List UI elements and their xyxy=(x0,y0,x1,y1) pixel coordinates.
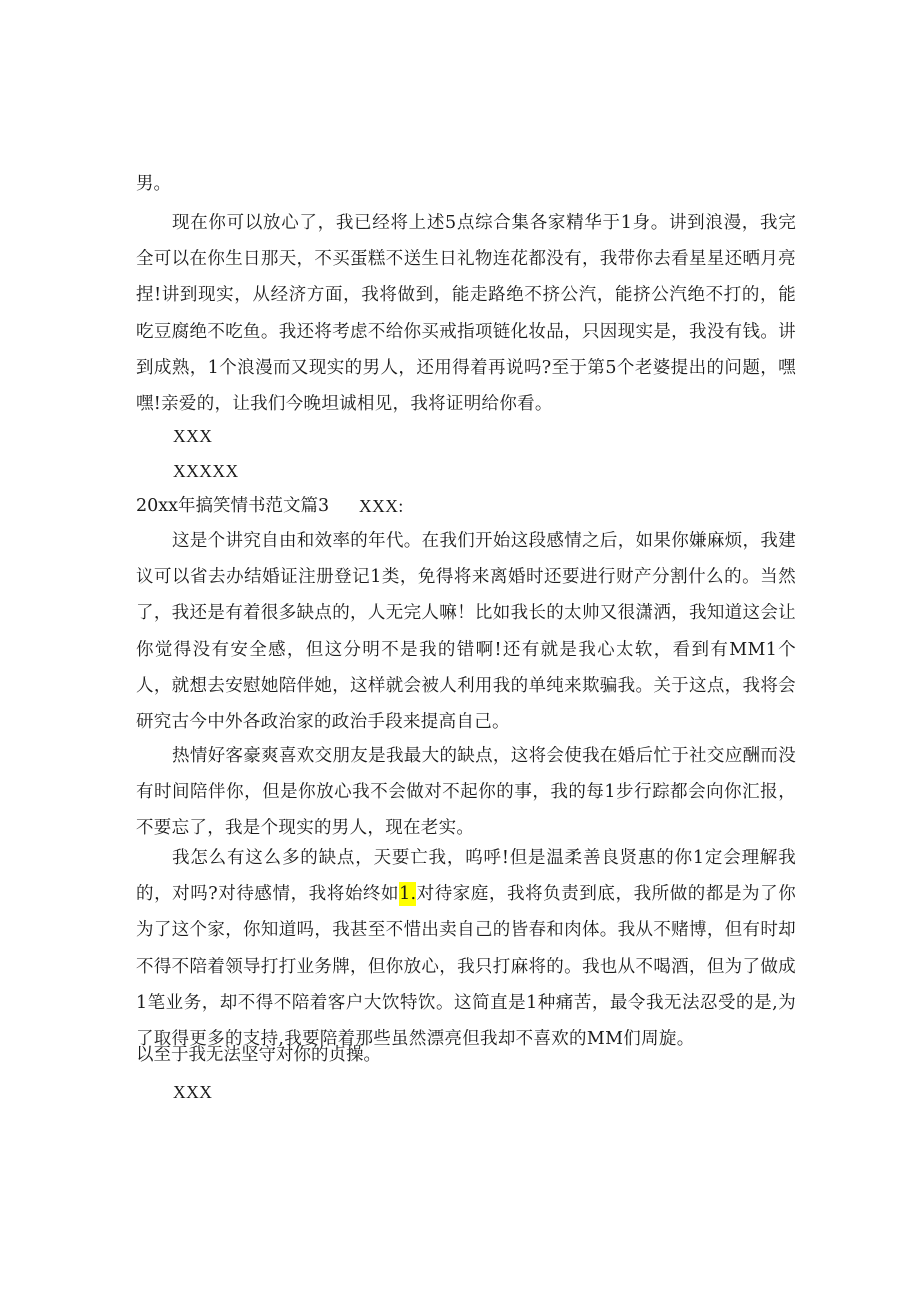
highlighted-text: 1. xyxy=(399,884,417,905)
signature-line-2: XXXXX xyxy=(173,461,239,481)
paragraph-hospitality: 热情好客豪爽喜欢交朋友是我最大的缺点，这将会使我在婚后忙于社交应酬而没有时间陪伴你，但是你放心我不会做对不起你的事，我的每1步行踪都会向你汇报，不要忘了，我是个现实的男人，现在老实。 xyxy=(136,746,796,839)
section-heading: 20xx年搞笑情书范文篇3 xyxy=(136,496,330,516)
salutation: XXX: xyxy=(359,496,404,516)
paragraph-reassurance: 现在你可以放心了，我已经将上述5点综合集各家精华于1身。讲到浪漫，我完全可以在你生日那天，不买蛋糕不送生日礼物连花都没有，我带你去看星星还晒月亮捏!讲到现实，从经济方面，我将做到，能走路绝不挤公汽，能挤公汽绝不打的，能吃豆腐绝不吃鱼。我还将考虑不给你买戒指项链化妆品，只因现实是，我没有钱。讲到成熟，1个浪漫而又现实的男人，还用得着再说吗?至于第5个老婆提出的问题，嘿嘿!亲爱的，让我们今晚坦诚相见，我将证明给你看。 xyxy=(136,213,796,415)
paragraph-ending-fragment: 男。 xyxy=(136,174,171,194)
signature-line-3: XXX xyxy=(173,1082,213,1102)
signature-line-1: XXX xyxy=(173,426,213,446)
paragraph-efficiency: 这是个讲究自由和效率的年代。在我们开始这段感情之后，如果你嫌麻烦，我建议可以省去办结婚证注册登记1类，免得将来离婚时还要进行财产分割什么的。当然了，我还是有着很多缺点的，人无完人嘛！比如我长的太帅又很潇洒，我知道这会让你觉得没有安全感，但这分明不是我的错啊!还有就是我心太软，看到有MM1个人，就想去安慰她陪伴她，这样就会被人利用我的单纯来欺骗我。关于这点，我将会研究古今中外各政治家的政治手段来提高自己。 xyxy=(136,531,796,733)
paragraph-chastity: 以至于我无法坚守对你的贞操。 xyxy=(136,1045,381,1065)
paragraph-faults-part-1: 我怎么有这么多的缺点，天要亡我，呜呼!但是温柔善良贤惠的你1定会理解我的，对吗?对待感情，我将始终如 xyxy=(136,848,796,905)
paragraph-faults-part-2: 对待家庭，我将负责到底，我所做的都是为了你为了这个家，你知道吗，我甚至不惜出卖自己的皆春和肉体。我从不赌博，但有时却不得不陪着领导打打业务牌，但你放心，我只打麻将的。我也从不喝酒，但为了做成1笔业务，却不得不陪着客户大饮特饮。这简直是1种痛苦，最令我无法忍受的是,为了取得更多的支持,我要陪着那些虽然漂亮但我却不喜欢的MM们周旋。 xyxy=(136,884,796,1050)
paragraph-faults xyxy=(136,840,796,1057)
